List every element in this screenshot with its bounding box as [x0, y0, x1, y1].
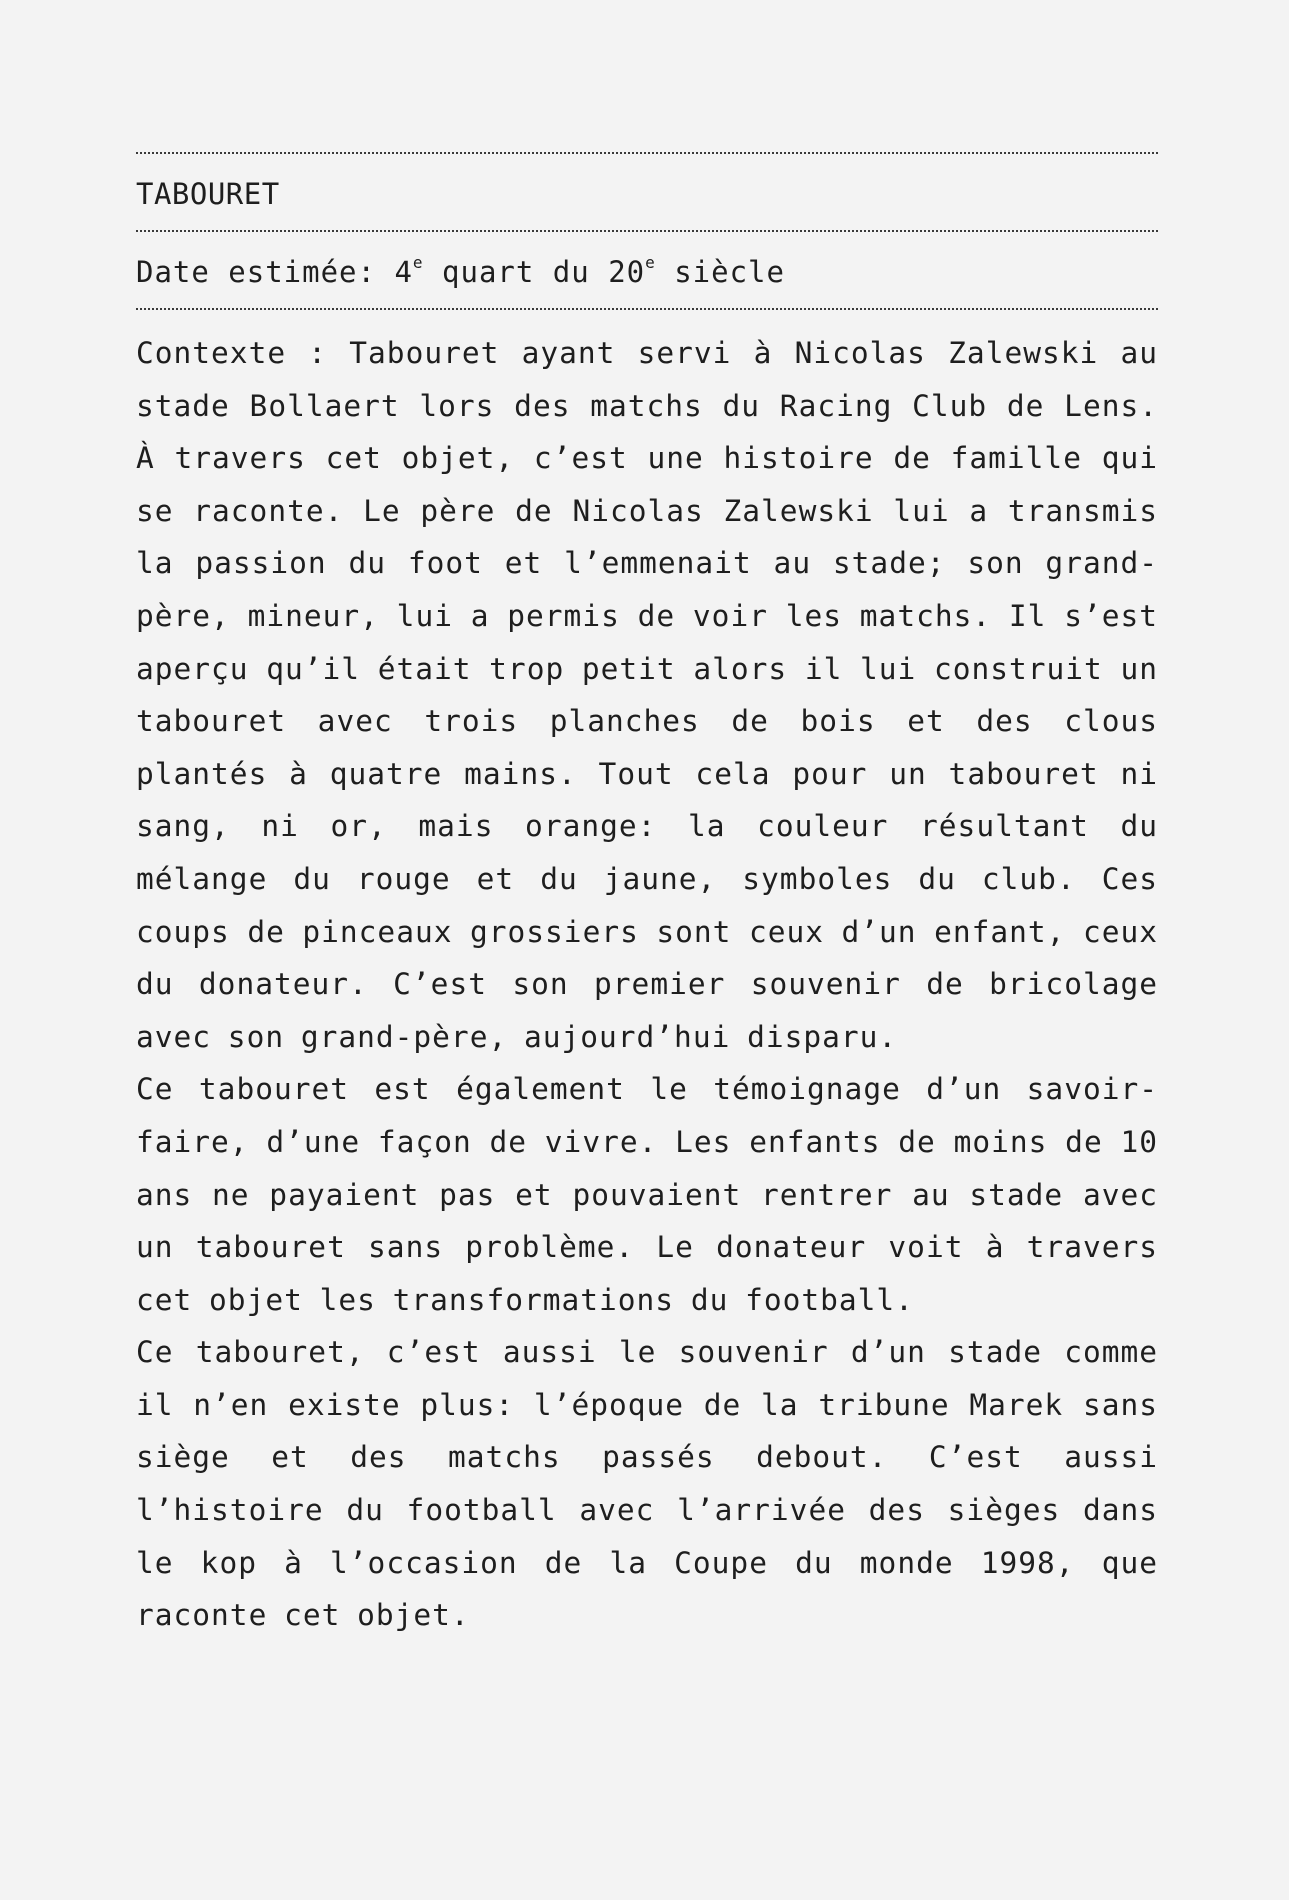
context-paragraph: Ce tabouret, c’est aussi le souvenir d’un stade comme il n’en existe plus: l’époque de la tribune Marek sans siège et des matchs passés debout. C’est aussi l’histoire du football avec l’arrivée des sièges dans le kop à l’occasion de la Coupe du monde 1998, que raconte cet objet.: [136, 1335, 1158, 1633]
date-quarter-text: quart du: [442, 255, 590, 289]
date-label: Date estimée:: [136, 255, 376, 289]
estimated-date: [136, 232, 1158, 308]
object-title: TABOURET: [136, 177, 280, 211]
date-century-word: siècle: [674, 255, 785, 289]
date-century-quarter: 4: [394, 255, 413, 289]
date-century-number: 20: [608, 255, 646, 289]
context-description: [136, 310, 1158, 1642]
record-card: [136, 152, 1158, 1642]
context-paragraph: Ce tabouret est également le témoignage d’un savoir-faire, d’une façon de vivre. Les enfants de moins de 10 ans ne payaient pas et pouvaient rentrer au stade avec un tabouret sans problème. Le donateur voit à travers cet objet les transformations du football.: [136, 1072, 1158, 1317]
date-ordinal-suffix-1: e: [412, 253, 424, 272]
date-ordinal-suffix-2: e: [645, 253, 656, 272]
context-paragraph: Contexte : Tabouret ayant servi à Nicolas Zalewski au stade Bollaert lors des matchs du Racing Club de Lens. À travers cet objet, c’est une histoire de famille qui se raconte. Le père de Nicolas Zalewski lui a transmis la passion du foot et l’emmenait au stade; son grand-père, mineur, lui a permis de voir les matchs. Il s’est aperçu qu’il était trop petit alors il lui construit un tabouret avec trois planches de bois et des clous plantés à quatre mains. Tout cela pour un tabouret ni sang, ni or, mais orange: la couleur résultant du mélange du rouge et du jaune, symboles du club. Ces coups de pinceaux grossiers sont ceux d’un enfant, ceux du donateur. C’est son premier souvenir de bricolage avec son grand-père, aujourd’hui disparu.: [136, 336, 1158, 1054]
